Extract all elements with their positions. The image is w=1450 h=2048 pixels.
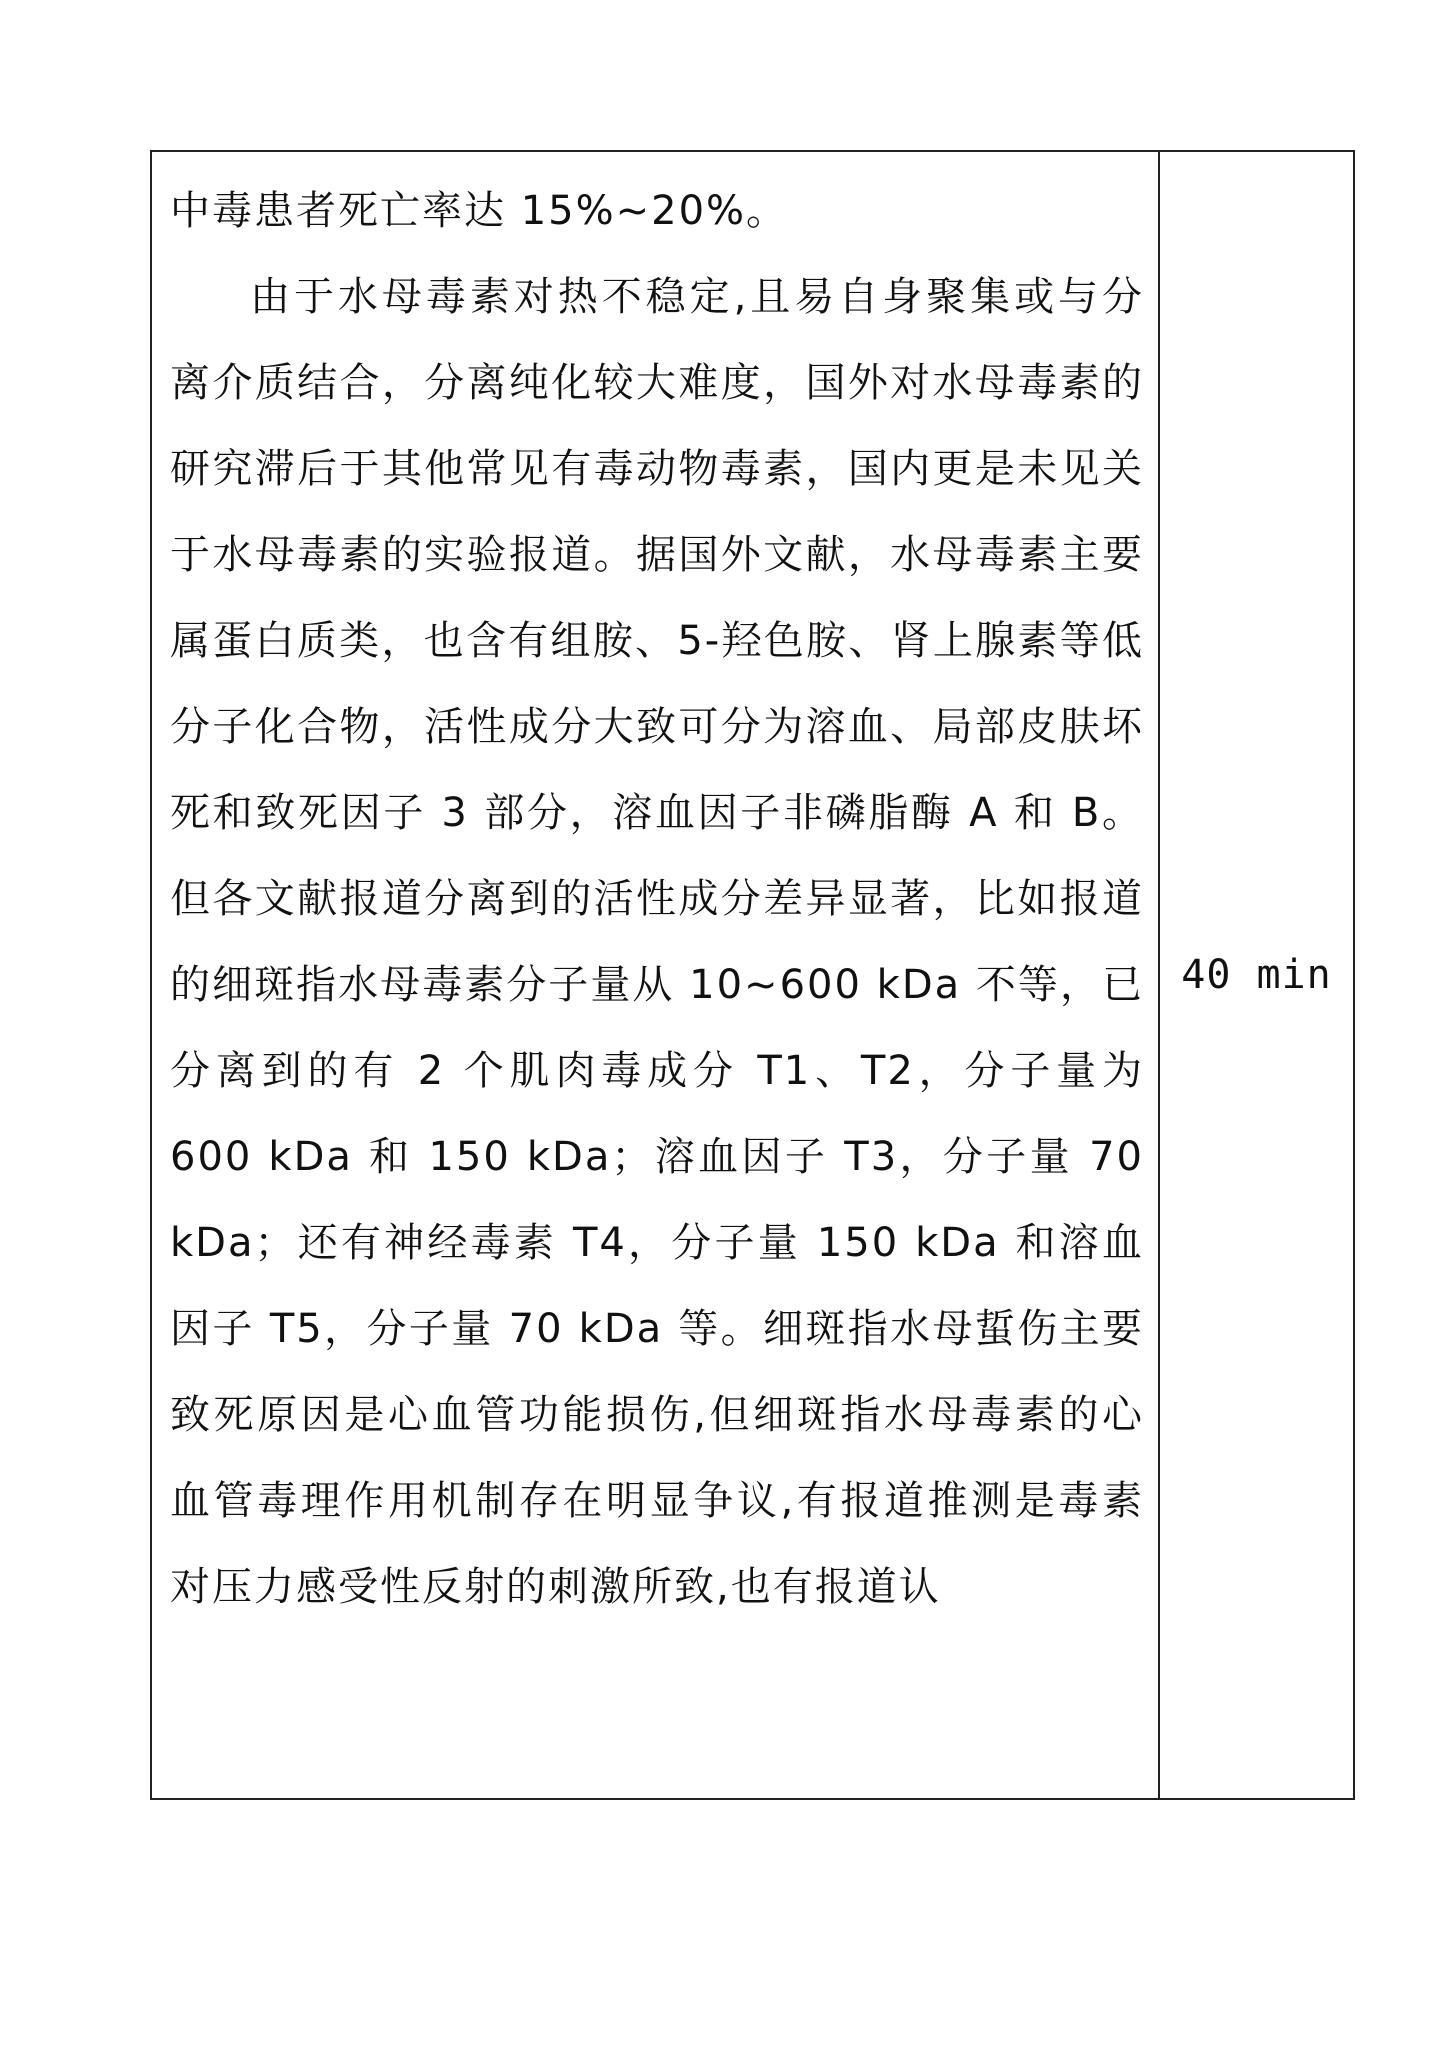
text-cell — [152, 152, 1158, 1798]
content-table — [150, 150, 1355, 1800]
time-cell — [1160, 152, 1353, 1798]
duration-label: 40 min — [1181, 952, 1332, 998]
paragraph-continuation: 中毒患者死亡率达 15%~20%。 — [170, 188, 789, 234]
paragraph-body: 由于水母毒素对热不稳定,且易自身聚集或与分离介质结合，分离纯化较大难度，国外对水母毒素的研究滞后于其他常见有毒动物毒素，国内更是未见关于水母毒素的实验报道。据国外文献，水母毒素主要属蛋白质类，也含有组胺、5-羟色胺、肾上腺素等低分子化合物，活性成分大致可分为溶血、局部皮肤坏死和致死因子 3 部分，溶血因子非磷脂酶 A 和 B。但各文献报道分离到的活性成分差异显著，比如报道的细斑指水母毒素分子量从 10~600 kDa 不等，已分离到的有 2 个肌肉毒成分 T1、T2，分子量为 600 kDa 和 150 kDa；溶血因子 T3，分子量 70 kDa；还有神经毒素 T4，分子量 150 kDa 和溶血因子 T5，分子量 70 kDa 等。细斑指水母蜇伤主要致死原因是心血管功能损伤,但细斑指水母毒素的心血管毒理作用机制存在明显争议,有报道推测是毒素对压力感受性反射的刺激所致,也有报道认 — [170, 274, 1144, 1610]
